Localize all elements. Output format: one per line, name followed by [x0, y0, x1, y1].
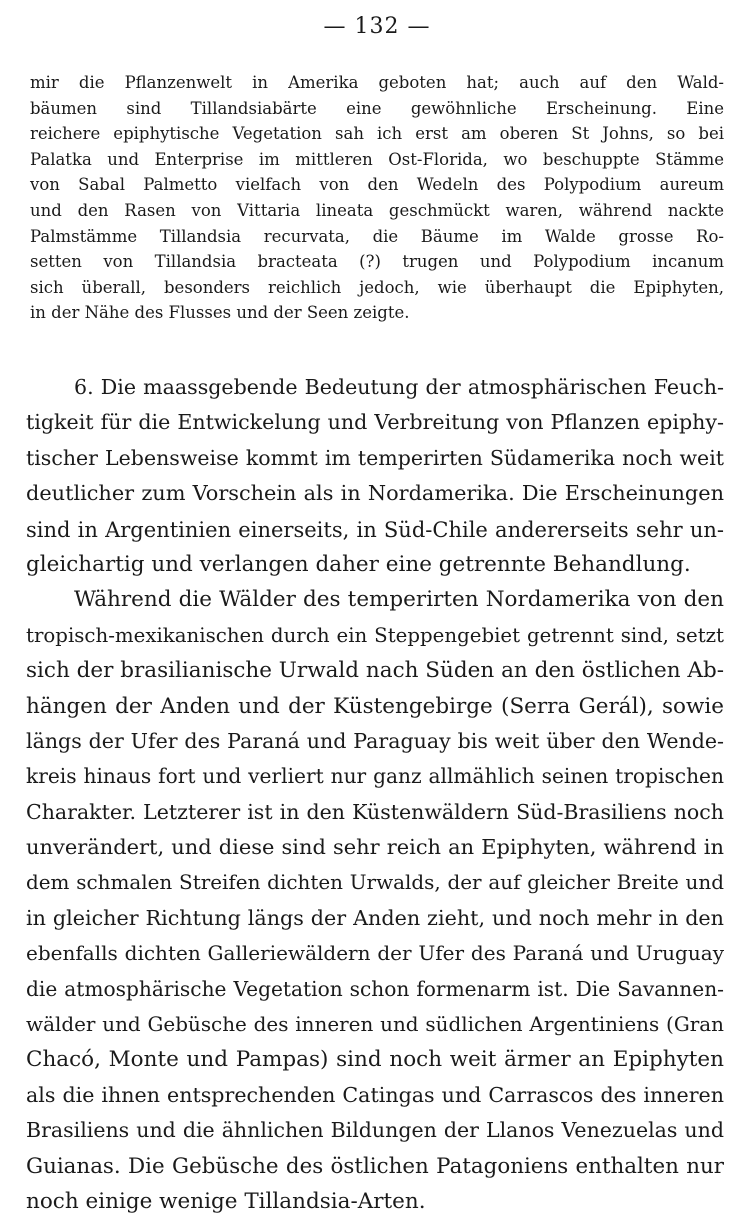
- text-line: setten von Tillandsia bracteata (?) trugen und Polypodium incanum: [30, 252, 724, 272]
- text-line: Palatka und Enterprise im mittleren Ost-Florida, wo beschuppte Stämme: [30, 149, 724, 169]
- text-line: reichere epiphytische Vegetation sah ich erst am oberen St Johns, so bei: [30, 124, 724, 144]
- text-line: Während die Wälder des temperirten Nordamerika von den: [74, 587, 724, 613]
- text-line: Brasiliens und die ähnlichen Bildungen der Llanos Venezuelas und: [26, 1118, 724, 1143]
- text-line: als die ihnen entsprechenden Catingas und Carrascos des inneren: [26, 1082, 724, 1107]
- text-line: gleichartig und verlangen daher eine getrennte Behandlung.: [26, 551, 691, 577]
- text-line: Chacó, Monte und Pampas) sind noch weit ärmer an Epiphyten: [26, 1047, 724, 1073]
- text-line: dem schmalen Streifen dichten Urwalds, der auf gleicher Breite und: [26, 870, 724, 895]
- text-line: Palmstämme Tillandsia recurvata, die Bäume im Walde grosse Ro-: [30, 226, 724, 246]
- text-line: sich überall, besonders reichlich jedoch, wie überhaupt die Epiphyten,: [30, 277, 724, 297]
- text-line: von Sabal Palmetto vielfach von den Wedeln des Polypodium aureum: [30, 175, 724, 195]
- text-line: längs der Ufer des Paraná und Paraguay bis weit über den Wende-: [26, 728, 724, 753]
- text-line: 6. Die maassgebende Bedeutung der atmosphärischen Feuch-: [74, 375, 724, 399]
- text-line: Charakter. Letzterer ist in den Küstenwäldern Süd-Brasiliens noch: [26, 799, 724, 824]
- text-line: in gleicher Richtung längs der Anden zieht, und noch mehr in den: [26, 905, 724, 930]
- text-line: sich der brasilianische Urwald nach Süden an den östlichen Ab-: [26, 658, 724, 684]
- paragraph-3: [26, 582, 724, 1219]
- text-line: die atmosphärische Vegetation schon formenarm ist. Die Savannen-: [26, 976, 724, 1001]
- text-line: tigkeit für die Entwickelung und Verbreitung von Pflanzen epiphy-: [26, 410, 724, 435]
- text-line: kreis hinaus fort und verliert nur ganz allmählich seinen tropischen: [26, 764, 724, 789]
- text-line: unverändert, und diese sind sehr reich an Epiphyten, während in: [26, 835, 724, 860]
- text-line: tischer Lebensweise kommt im temperirten Südamerika noch weit: [26, 445, 724, 470]
- text-line: und den Rasen von Vittaria lineata geschmückt waren, während nackte: [30, 200, 724, 220]
- text-line: noch einige wenige Tillandsia-Arten.: [26, 1188, 426, 1214]
- text-line: wälder und Gebüsche des inneren und südlichen Argentiniens (Gran: [26, 1012, 724, 1037]
- text-line: mir die Pflanzenwelt in Amerika geboten hat; auch auf den Wald-: [30, 73, 724, 92]
- text-line: ebenfalls dichten Galleriewäldern der Ufer des Paraná und Uruguay: [26, 941, 724, 966]
- paragraph-2: [26, 370, 724, 582]
- text-line: sind in Argentinien einerseits, in Süd-Chile andererseits sehr un-: [26, 516, 724, 542]
- text-line: bäumen sind Tillandsiabärte eine gewöhnliche Erscheinung. Eine: [30, 98, 724, 118]
- text-line: deutlicher zum Vorschein als in Nordamerika. Die Erscheinungen: [26, 481, 724, 506]
- text-line: tropisch-mexikanischen durch ein Steppengebiet getrennt sind, setzt: [26, 623, 724, 647]
- main-text: [26, 370, 724, 1219]
- paragraph-1-continuation: [30, 70, 724, 326]
- text-line: hängen der Anden und der Küstengebirge (Serra Gerál), sowie: [26, 693, 724, 719]
- page-number: — 132 —: [323, 14, 431, 39]
- text-line: Guianas. Die Gebüsche des östlichen Patagoniens enthalten nur: [26, 1153, 724, 1179]
- text-line: in der Nähe des Flusses und der Seen zeigte.: [30, 303, 410, 323]
